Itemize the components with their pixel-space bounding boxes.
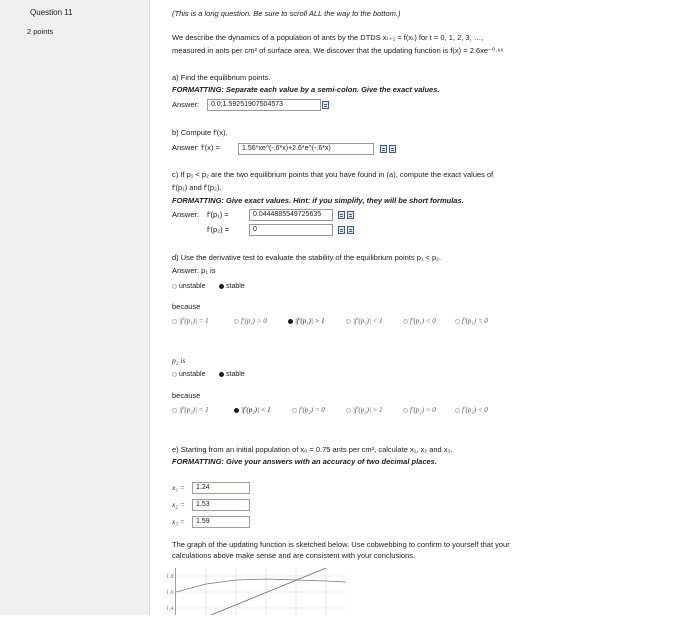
part-e-x3-input[interactable]: 1.59 bbox=[192, 516, 250, 528]
p1-unstable-option[interactable]: unstable bbox=[172, 282, 205, 291]
p1-reason-option[interactable]: f′(p₁) > 0 bbox=[234, 317, 267, 326]
part-e-x2-input[interactable]: 1.53 bbox=[192, 499, 250, 511]
part-e-x1-input[interactable]: 1.24 bbox=[192, 482, 250, 494]
y-tick-label: 1.8 bbox=[166, 574, 174, 580]
radio-icon[interactable] bbox=[172, 408, 177, 413]
part-e-formatting: FORMATTING: Give your answers with an accuracy of two decimal places. bbox=[172, 457, 437, 466]
p2-reason-option[interactable]: f′(p₂) > 0 bbox=[403, 406, 436, 415]
radio-selected-icon[interactable] bbox=[219, 284, 224, 289]
preview-icon[interactable] bbox=[338, 211, 345, 219]
part-c-p1-input[interactable]: 0.0444885549725635 bbox=[249, 209, 333, 221]
p1-reason-option[interactable]: |f′(p₁)| > 1 bbox=[288, 317, 325, 326]
part-b-answer-input[interactable]: 1.56*xe^(-.6*x)+2.6*e^(-.6*x) bbox=[238, 143, 374, 155]
description-line-2: measured in ants per cm² of surface area. We discover that the updating function is f(x) = 2.6xe⁻⁰·⁶ˣ bbox=[172, 46, 504, 55]
part-b-prompt: b) Compute f′(x). bbox=[172, 128, 228, 137]
radio-selected-icon[interactable] bbox=[219, 372, 224, 377]
radio-icon[interactable] bbox=[346, 319, 351, 324]
part-d-p2-label: p₂ is bbox=[172, 356, 186, 365]
y-tick-label: 1.4 bbox=[166, 606, 174, 612]
p1-stable-option[interactable]: stable bbox=[219, 282, 245, 291]
radio-icon[interactable] bbox=[346, 408, 351, 413]
radio-selected-icon[interactable] bbox=[288, 319, 293, 324]
part-c-p2-label: f′(p₂) = bbox=[207, 225, 230, 234]
radio-icon[interactable] bbox=[172, 319, 177, 324]
p1-reason-option[interactable]: f′(p₁) = 0 bbox=[455, 317, 488, 326]
radio-icon[interactable] bbox=[403, 319, 408, 324]
part-e-prompt: e) Starting from an initial population of x₀ = 0.75 ants per cm², calculate x₁, x₂ and x₃. bbox=[172, 445, 453, 454]
question-number: Question 11 bbox=[30, 8, 73, 17]
part-c-p2-input[interactable]: 0 bbox=[249, 224, 333, 236]
radio-icon[interactable] bbox=[455, 319, 460, 324]
radio-icon[interactable] bbox=[292, 408, 297, 413]
p1-reason-option[interactable]: f′(p₁) < 0 bbox=[403, 317, 436, 326]
p2-unstable-option[interactable]: unstable bbox=[172, 370, 205, 379]
part-b-answer-label: Answer: f′(x) = bbox=[172, 143, 220, 152]
part-c-p1-label: f′(p₁) = bbox=[207, 210, 229, 219]
preview-icon[interactable] bbox=[322, 101, 329, 109]
preview-icon[interactable] bbox=[338, 226, 345, 234]
radio-icon[interactable] bbox=[172, 372, 177, 377]
part-c-formatting: FORMATTING: Give exact values. Hint: if you simplify, they will be short formulas. bbox=[172, 196, 464, 205]
part-c-prompt-line-2: f′(p₁) and f′(p₂). bbox=[172, 183, 222, 192]
part-a-formatting: FORMATTING: Separate each value by a semi-colon. Give the exact values. bbox=[172, 85, 440, 94]
p2-reason-option[interactable]: |f′(p₂)| = 1 bbox=[172, 406, 209, 415]
question-points: 2 points bbox=[27, 27, 54, 36]
equation-editor-icon[interactable] bbox=[347, 226, 354, 234]
part-e-x2-label: x₂ = bbox=[172, 500, 185, 509]
updating-function-curve bbox=[176, 579, 346, 592]
intro-note: (This is a long question. Be sure to scroll ALL the way to the bottom.) bbox=[172, 9, 401, 18]
question-sidebar bbox=[0, 0, 150, 615]
radio-selected-icon[interactable] bbox=[234, 408, 239, 413]
y-tick-label: 1.6 bbox=[166, 590, 174, 596]
radio-icon[interactable] bbox=[455, 408, 460, 413]
part-a-answer-label: Answer: bbox=[172, 100, 200, 109]
part-d-p1-answer-label: Answer: p₁ is bbox=[172, 266, 216, 275]
graph-note-line-1: The graph of the updating function is sketched below. Use cobwebbing to confirm to yourself that your bbox=[172, 540, 510, 549]
preview-icon[interactable] bbox=[380, 145, 387, 153]
p1-reason-option[interactable]: |f′(p₁)| < 1 bbox=[346, 317, 383, 326]
part-d-p2-because: because bbox=[172, 391, 201, 400]
radio-icon[interactable] bbox=[234, 319, 239, 324]
part-a-answer-input[interactable]: 0.0;1.59251907504573 bbox=[207, 99, 321, 111]
part-c-prompt-line-1: c) If p₁ < p₂ are the two equilibrium points that you have found in (a), compute the exact values of bbox=[172, 170, 494, 179]
equation-editor-icon[interactable] bbox=[347, 211, 354, 219]
question-body bbox=[150, 0, 700, 615]
p2-stable-option[interactable]: stable bbox=[219, 370, 245, 379]
p2-reason-option[interactable]: |f′(p₂)| < 1 bbox=[234, 406, 271, 415]
part-e-x1-label: x₁ = bbox=[172, 483, 185, 492]
p2-reason-option[interactable]: |f′(p₂)| > 1 bbox=[346, 406, 383, 415]
equation-editor-icon[interactable] bbox=[389, 145, 396, 153]
part-d-p1-because: because bbox=[172, 302, 201, 311]
part-d-prompt: d) Use the derivative test to evaluate the stability of the equilibrium points p₁ < p₂. bbox=[172, 253, 442, 262]
p2-reason-option[interactable]: f′(p₂) < 0 bbox=[455, 406, 488, 415]
radio-icon[interactable] bbox=[172, 284, 177, 289]
part-e-x3-label: x₃ = bbox=[172, 517, 185, 526]
graph-note-line-2: calculations above make sense and are consistent with your conclusions. bbox=[172, 551, 416, 560]
part-c-answer-label: Answer: bbox=[172, 210, 200, 219]
graph-svg bbox=[176, 568, 346, 615]
updating-function-graph bbox=[166, 568, 346, 615]
radio-icon[interactable] bbox=[403, 408, 408, 413]
description-line-1: We describe the dynamics of a population of ants by the DTDS xₜ₊₁ = f(xₜ) for t = 0, 1, 2, 3, …, bbox=[172, 33, 484, 42]
part-a-prompt: a) Find the equilibrium points. bbox=[172, 73, 271, 82]
p2-reason-option[interactable]: f′(p₂) = 0 bbox=[292, 406, 325, 415]
p1-reason-option[interactable]: |f′(p₁)| = 1 bbox=[172, 317, 209, 326]
